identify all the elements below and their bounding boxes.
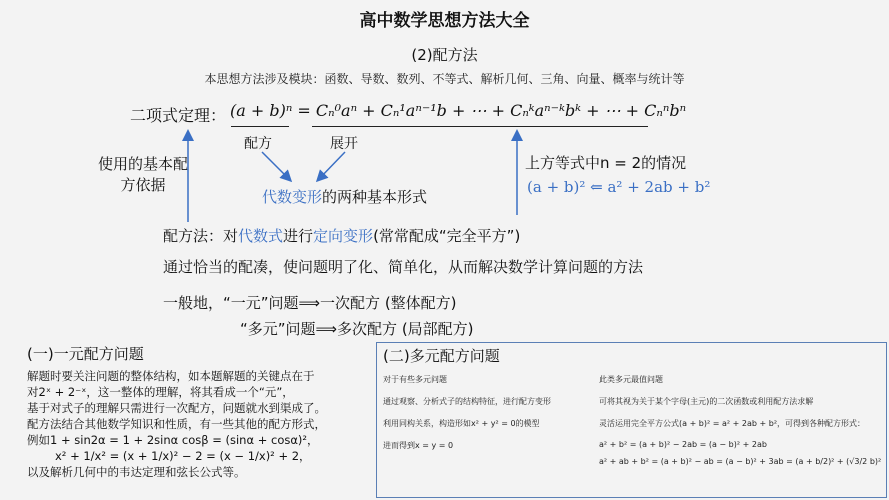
panel-left-title: (一)一元配方问题 (27, 345, 144, 363)
panel-multi-variable (376, 342, 887, 498)
panel-right-left-line: 对于有些多元问题 (383, 375, 447, 384)
panel-right-right-line: a² + ab + b² = (a + b)² − ab = (a − b)² + 3ab = (a + b/2)² + (√3/2 b)² (599, 457, 882, 466)
arrow-peifang (262, 152, 290, 180)
general-line-1: 一般地，“一元”问题⟹一次配方 (整体配方) (163, 294, 457, 312)
panel-right-right-line: 灵活运用完全平方公式(a + b)² = a² + 2ab + b²，可得到各种配方形式： (599, 419, 866, 428)
algebraic-transform-rest: 的两种基本形式 (322, 188, 428, 206)
method-suffix: (常常配成“完全平方”) (373, 227, 521, 245)
binomial-theorem-formula: (a + b)ⁿ = Cₙ⁰aⁿ + Cₙ¹aⁿ⁻¹b + ⋯ + Cₙᵏaⁿ⁻ᵏbᵏ + ⋯ + Cₙⁿbⁿ (230, 101, 687, 120)
panel-left-line: 解题时要关注问题的整体结构，如本题解题的关键点在于 (27, 369, 315, 383)
panel-left-line: 以及解析几何中的韦达定理和弦长公式等。 (27, 465, 246, 479)
panel-right-title: (二)多元配方问题 (383, 347, 500, 365)
method-description: 通过恰当的配凑，使问题明了化、简单化，从而解决数学计算问题的方法 (163, 258, 644, 276)
basic-basis-note: 使用的基本配方依据 (98, 155, 189, 194)
panel-right-left-line: 进而得到x = y = 0 (383, 441, 454, 450)
panel-single-variable (27, 343, 372, 498)
modules-line: 本思想方法涉及模块：函数、导数、数列、不等式、解析几何、三角、向量、概率与统计等 (204, 72, 685, 86)
method-highlight-transform: 定向变形 (313, 227, 374, 245)
panel-left-line: 例如1 + sin2α = 1 + 2sinα cosβ = (sinα + cosα)²， (27, 433, 319, 447)
panel-left-line: x² + 1/x² = (x + 1/x)² − 2 = (x − 1/x)² + 2， (55, 449, 311, 463)
binomial-theorem-label: 二项式定理： (130, 106, 227, 125)
section-subtitle: (2)配方法 (411, 46, 478, 64)
panel-right-right-line: a² + b² = (a + b)² − 2ab = (a − b)² + 2ab (599, 440, 767, 449)
panel-left-line: 基于对式子的理解只需进行一次配方，问题就水到渠成了。 (27, 401, 326, 415)
general-line-2: “多元”问题⟹多次配方 (局部配方) (240, 320, 474, 338)
page-title: 高中数学思想方法大全 (359, 11, 530, 31)
method-mid: 进行 (283, 227, 314, 245)
panel-right-left-line: 利用同构关系，构造形如x² + y² = 0的模型 (383, 419, 540, 428)
panel-left-line: 对2ˣ + 2⁻ˣ，这一整体的理解，将其看成一个“元”， (27, 385, 294, 399)
algebraic-transform-highlight: 代数变形 (262, 188, 323, 206)
panel-right-right-line: 可将其视为关于某个字母(主元)的二次函数或利用配方法求解 (599, 397, 814, 406)
arrow-zhankai (318, 152, 345, 180)
peifang-label: 配方 (244, 136, 272, 152)
panel-right-right-line: 此类多元最值问题 (599, 375, 663, 384)
method-highlight-expression: 代数式 (238, 227, 284, 245)
method-definition (163, 225, 520, 246)
zhankai-label: 展开 (330, 136, 358, 152)
panel-left-line: 配方法结合其他数学知识和性质，有一些其他的配方形式， (27, 417, 326, 431)
panel-right-left-line: 通过观察、分析式子的结构特征，进行配方变形 (383, 397, 551, 406)
n2-case-note: 上方等式中n = 2的情况 (525, 154, 687, 172)
n2-case-formula: (a + b)² ⇐ a² + 2ab + b² (527, 178, 711, 196)
method-prefix: 配方法：对 (163, 227, 239, 245)
